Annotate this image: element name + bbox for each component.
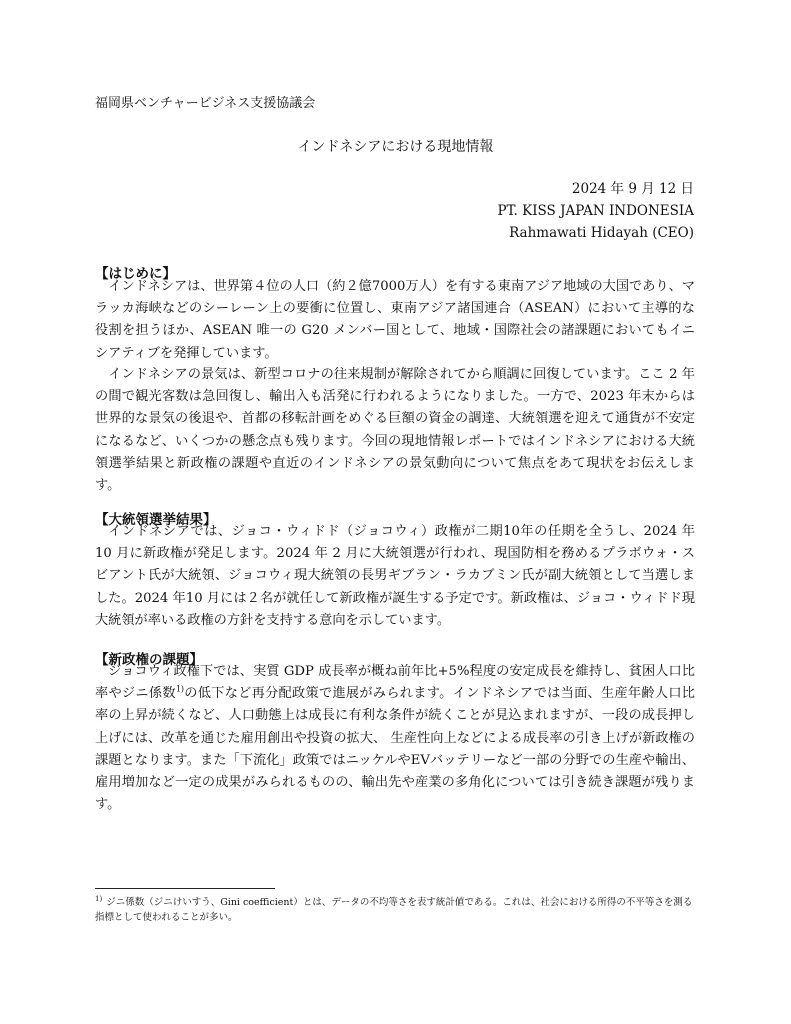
document-title: インドネシアにおける現地情報	[297, 139, 494, 155]
intro-paragraph-1: インドネシアは、世界第４位の人口（約２億7000万人）を有する東南アジア地域の大国であり、マラッカ海峡などのシーレーン上の要衝に位置し、東南アジア諸国連合（ASEAN）において主導的な役割を担うほか、ASEAN 唯一の G20 メンバー国として、地域・国際社会の諸課題においてもイニシアティブを発揮しています。	[95, 279, 695, 361]
section-heading-election-results: 【大統領選挙結果】	[95, 512, 217, 528]
footnote-number: 1)	[95, 895, 103, 903]
footnote	[95, 892, 695, 925]
organization-name: 福岡県ベンチャービジネス支援協議会	[95, 96, 316, 111]
section-heading-new-government-issues: 【新政権の課題】	[95, 652, 203, 668]
document-date: 2024 年 9 月 12 日	[571, 181, 694, 197]
intro-paragraph-2: インドネシアの景気は、新型コロナの往来規制が解除されてから順調に回復しています。ここ 2 年の間で観光客数は急回復し、輸出入も活発に行われるようになりました。一方で、2023 年末からは世界的な景気の後退や、首都の移転計画をめぐる巨額の資金の調達、大統領選を迎えて通貨が不安定になるなど、いくつかの懸念点も残ります。今回の現地情報レポートではインドネシアにおける大統領選挙結果と新政権の課題や直近のインドネシアの景気動向について焦点をあて現状をお伝えします。	[95, 367, 695, 494]
section-heading-introduction: 【はじめに】	[95, 266, 176, 282]
election-paragraph: インドネシアでは、ジョコ・ウィドド（ジョコウィ）政権が二期10年の任期を全うし、2024 年 10 月に新政権が発足します。2024 年 2 月に大統領選が行われ、現国防相を務めるプラボウォ・スビアント氏が大統領、ジョコウィ現大統領の長男ギブラン・ラカブミン氏が副大統領として当選しました。2024 年10 月には２名が就任して新政権が誕生する予定です。新政権は、ジョコ・ウィドド現大統領が率いる政権の方針を支持する意向を示しています。	[95, 524, 695, 628]
footnote-text: ジニ係数（ジニけいすう、Gini coefficient）とは、データの不均等さを表す統計値である。これは、社会における所得の不平等さを測る指標として使われることが多い。	[95, 897, 693, 924]
issues-paragraph-text-after: の低下など再分配政策で進展がみられます。インドネシアでは当面、生産年齢人口比率の上昇が続くなど、人口動態上は成長に有利な条件が続くことが見込まれますが、一段の成長押し上げには、改革を通じた雇用創出や投資の拡大、 生産性向上などによる成長率の引き上げが新政権の課題となります。また「下流化」政策ではニッケルやEVバッテリーなど一部の分野での生産や輸出、雇用増加など一定の成果がみられるものの、輸出先や産業の多角化については引き続き課題が残ります。	[95, 686, 695, 813]
company-name: PT. KISS JAPAN INDONESIA	[497, 203, 694, 219]
issues-paragraph-text-before: ジョコウィ政権下では、実質 GDP 成長率が概ね前年比+5%程度の安定成長を維持し、貧困人口比率やジニ係数	[95, 664, 695, 702]
footnote-reference: 1)	[175, 684, 185, 694]
footnote-divider	[95, 888, 275, 889]
issues-paragraph	[95, 661, 695, 816]
author-name: Rahmawati Hidayah (CEO)	[509, 225, 694, 241]
